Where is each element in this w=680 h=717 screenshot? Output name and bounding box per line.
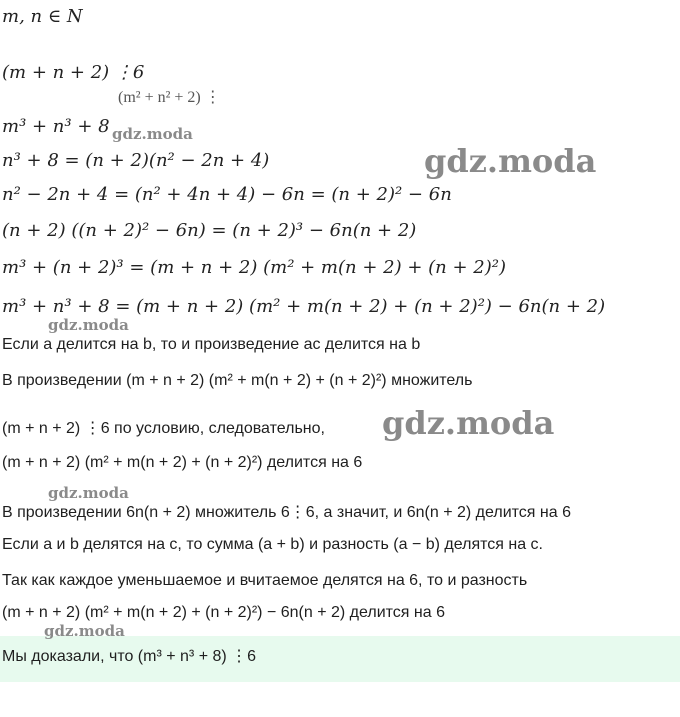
- watermark-big: gdz.moda: [424, 142, 597, 180]
- watermark-small: gdz.moda: [48, 484, 129, 502]
- second-term-divisible: В произведении 6n(n + 2) множитель 6⋮6, а значит, и 6n(n + 2) делится на 6: [2, 504, 571, 521]
- difference-statement: Так как каждое уменьшаемое и вчитаемое делятся на 6, то и разность: [2, 572, 528, 589]
- condition-consequence: (m + n + 2) ⋮6 по условию, следовательно,: [2, 420, 325, 437]
- watermark-small: gdz.moda: [44, 622, 125, 640]
- conclusion-box: [0, 636, 680, 682]
- final-decomposition: m³ + n³ + 8 = (m + n + 2) (m² + m(n + 2) + (n + 2)²) − 6n(n + 2): [2, 296, 606, 317]
- first-term-divisible: (m + n + 2) (m² + m(n + 2) + (n + 2)²) делится на 6: [2, 454, 363, 471]
- divisibility-rule-sum: Если a и b делятся на c, то сумма (a + b) и разность (a − b) делятся на c.: [2, 536, 543, 553]
- watermark-big: gdz.moda: [382, 404, 555, 442]
- divisibility-rule-product: Если a делится на b, то и произведение ac делится на b: [2, 336, 421, 353]
- condition-line: m, n ∈ N: [2, 6, 83, 27]
- sum-of-cubes-identity: m³ + (n + 2)³ = (m + n + 2) (m² + m(n + 2) + (n + 2)²): [2, 257, 506, 278]
- product-factor-statement: В произведении (m + n + 2) (m² + m(n + 2) + (n + 2)²) множитель: [2, 372, 473, 389]
- conclusion-text: Мы доказали, что (m³ + n³ + 8) ⋮6: [2, 648, 257, 665]
- target-expression: m³ + n³ + 8: [2, 116, 110, 137]
- product-expansion: (n + 2) ((n + 2)² − 6n) = (n + 2)³ − 6n(n + 2): [2, 220, 417, 241]
- divisibility-condition: (m + n + 2) ⋮6: [2, 62, 145, 83]
- quadratic-rewrite: n² − 2n + 4 = (n² + 4n + 4) − 6n = (n + 2)² − 6n: [2, 184, 452, 205]
- difference-divisible: (m + n + 2) (m² + m(n + 2) + (n + 2)²) − 6n(n + 2) делится на 6: [2, 604, 445, 621]
- sum-of-cubes-factorization: n³ + 8 = (n + 2)(n² − 2n + 4): [2, 150, 270, 171]
- watermark-small: gdz.moda: [112, 125, 193, 143]
- cropped-formula-fragment: (m² + n² + 2) ⋮: [118, 89, 221, 106]
- watermark-small: gdz.moda: [48, 316, 129, 334]
